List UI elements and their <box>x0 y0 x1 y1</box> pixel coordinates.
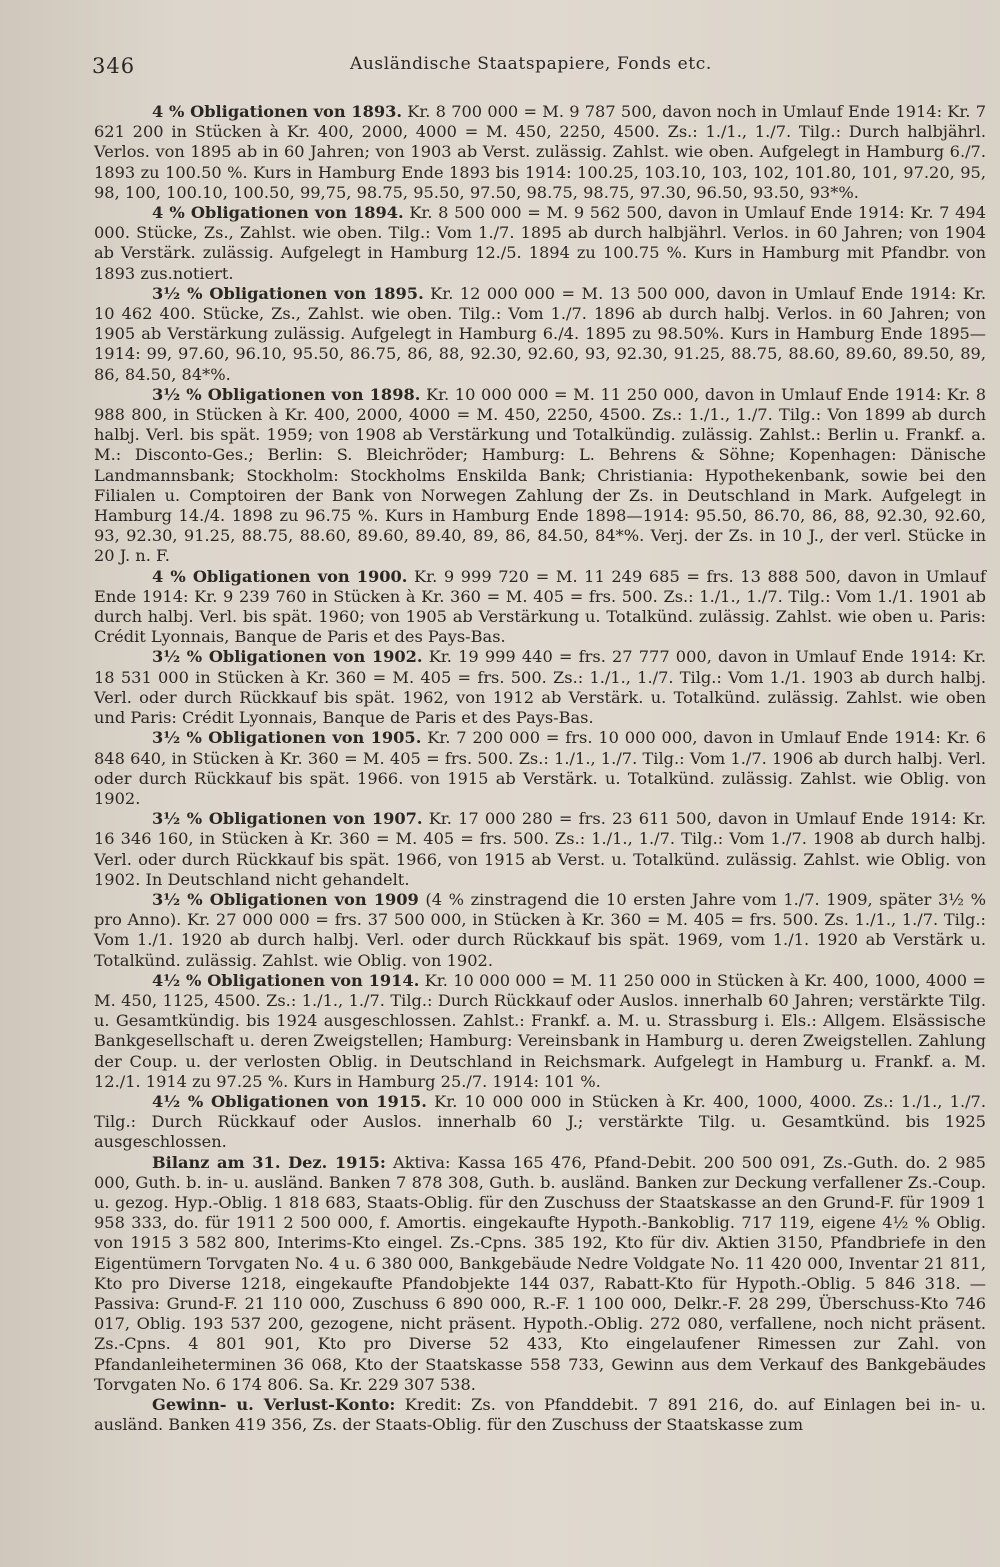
body-text <box>94 102 986 1435</box>
paragraph-obligationen-1914 <box>94 971 986 1092</box>
paragraph-obligationen-1893 <box>94 102 986 203</box>
paragraph-heading: 3½ % Obligationen von 1902. <box>152 647 423 667</box>
paragraph-heading: 4 % Obligationen von 1893. <box>152 102 402 121</box>
paragraph-text: Kr. 19 999 440 = frs. 27 777 000, davon in Umlauf Ende 1914: Kr. 18 531 000 in Stücken à Kr. 360 = M. 405 = frs. 500. Zs.: 1./1., 1./7. Tilg.: Vom 1./1. 1903 ab durch halbj. Verl. oder durch Rückkauf bis spät. 1962, von 1912 ab Verstärk. u. Totalkünd. zulässig. Zahlst. wie oben und Paris: Crédit Lyonnais, Banque de Paris et des Pays-Bas. <box>94 647 986 728</box>
paragraph-text: Kr. 17 000 280 = frs. 23 611 500, davon in Umlauf Ende 1914: Kr. 16 346 160, in Stücken à Kr. 360 = M. 405 = frs. 500. Zs.: 1./1., 1./7. Tilg.: Vom 1./7. 1908 ab durch halbj. Verl. oder durch Rückkauf bis spät. 1966, von 1915 ab Verst. u. Totalkünd. zulässig. Zahlst. wie Oblig. von 1902. In Deutschland nicht gehandelt. <box>94 809 986 889</box>
paragraph-obligationen-1905 <box>94 728 986 809</box>
paragraph-heading: 4 % Obligationen von 1900. <box>152 566 408 586</box>
paragraph-text: Kr. 10 000 000 = M. 11 250 000 in Stücken à Kr. 400, 1000, 4000 = M. 450, 1125, 4500. Zs.: 1./1., 1./7. Tilg.: Durch Rückkauf oder Auslos. innerhalb 60 Jahren; verstärkte Tilg. u. Gesamtkündig. bis 1924 ausgeschlossen. Zahlst.: Frankf. a. M. u. Strassburg i. Els.: Allgem. Elsässische Bankgesellschaft u. deren Zweigstellen; Hamburg: Vereinsbank in Hamburg u. deren Zweigstellen. Zahlung der Coup. u. der verlosten Oblig. in Deutschland in Reichsmark. Aufgelegt in Hamburg u. Frankf. a. M. 12./1. 1914 zu 97.25 %. Kurs in Hamburg 25./7. 1914: 101 %. <box>94 970 986 1091</box>
paragraph-text: (4 % zinstragend die 10 ersten Jahre vom 1./7. 1909, später 3½ % pro Anno). Kr. 27 000 000 = frs. 37 500 000, in Stücken à Kr. 360 = M. 405 = frs. 500. Zs. 1./1., 1./7. Tilg.: Vom 1./1. 1920 ab durch halbj. Verl. oder durch Rückkauf bis spät. 1969, vom 1./1. 1920 ab Verstärk u. Totalkünd. zulässig. Zahlst. wie Oblig. von 1902. <box>94 889 986 970</box>
paragraph-text: Kredit: Zs. von Pfanddebit. 7 891 216, do. auf Einlagen bei in- u. ausländ. Banken 419 356, Zs. der Staats-Oblig. für den Zuschuss der Staatskasse zum <box>94 1395 986 1435</box>
paragraph-text: Kr. 10 000 000 = M. 11 250 000, davon in Umlauf Ende 1914: Kr. 8 988 800, in Stücken à Kr. 400, 2000, 4000 = M. 450, 2250, 4500. Zs.: 1./1., 1./7. Tilg.: Von 1899 ab durch halbj. Verl. bis spät. 1959; von 1908 ab Verstärkung und Totalkündig. zulässig. Zahlst.: Berlin u. Frankf. a. M.: Disconto-Ges.; Berlin: S. Bleichröder; Hamburg: L. Behrens & Söhne; Kopenhagen: Dänische Landmannsbank; Stockholm: Stockholms Enskilda Bank; Christiania: Hypothekenbank, sowie bei den Filialen u. Comptoiren der Bank von Norwegen Zahlung der Zs. in Deutschland in Mark. Aufgelegt in Hamburg 14./4. 1898 zu 96.75 %. Kurs in Hamburg Ende 1898—1914: 95.50, 86.70, 86, 88, 92.30, 92.60, 93, 92.30, 91.25, 88.75, 88.60, 89.60, 89.40, 89, 86, 84.50, 84*%. Verj. der Zs. in 10 J., der verl. Stücke in 20 J. n. F. <box>94 384 986 566</box>
paragraph-obligationen-1907 <box>94 809 986 890</box>
paragraph-obligationen-1902 <box>94 647 986 728</box>
paragraph-text: Kr. 9 999 720 = M. 11 249 685 = frs. 13 888 500, davon in Umlauf Ende 1914: Kr. 9 239 760 in Stücken à Kr. 360 = M. 405 = frs. 500. Zs.: 1./1., 1./7. Tilg.: Vom 1./1. 1901 ab durch halbj. Verl. bis spät. 1960; von 1905 ab Verstärkung u. Totalkünd. zulässig. Zahlst. wie oben u. Paris: Crédit Lyonnais, Banque de Paris et des Pays-Bas. <box>94 566 986 647</box>
paragraph-heading: 3½ % Obligationen von 1907. <box>152 809 423 829</box>
page-header <box>92 54 952 84</box>
paragraph-text: Aktiva: Kassa 165 476, Pfand-Debit. 200 500 091, Zs.-Guth. do. 2 985 000, Guth. b. in- u. ausländ. Banken 7 878 308, Guth. b. ausländ. Banken zur Deckung verfallener Zs.-Coup. u. gezog. Hyp.-Oblig. 1 818 683, Staats-Oblig. für den Zuschuss der Staatskasse an den Grund-F. für 1909 1 958 333, do. für 1911 2 500 000, f. Amortis. eingekaufte Hypoth.-Bankoblig. 717 119, eigene 4½ % Oblig. von 1915 3 582 800, Interims-Kto eingel. Zs.-Cpns. 385 192, Kto für div. Aktien 3150, Pfandbriefe in den Eigentümern Torvgaten No. 4 u. 6 380 000, Bankgebäude Nedre Voldgate No. 11 420 000, Inventar 21 811, Kto pro Diverse 1218, eingekaufte Pfandobjekte 144 037, Rabatt-Kto für Hypoth.-Oblig. 5 846 318. — Passiva: Grund-F. 21 110 000, Zuschuss 6 890 000, R.-F. 1 100 000, Delkr.-F. 28 299, Überschuss-Kto 746 017, Oblig. 193 537 200, gezogene, nicht präsent. Hypoth.-Oblig. 272 080, verfallene, noch nicht präsent. Zs.-Cpns. 4 801 901, Kto pro Diverse 52 433, Kto eingelaufener Rimessen zur Zahl. von Pfandanleiheterminen 36 068, Kto der Staatskasse 558 733, Gewinn aus dem Verkauf des Bankgebäudes Torvgaten No. 6 174 806. Sa. Kr. 229 307 538. <box>94 1152 986 1394</box>
paragraph-heading: 3½ % Obligationen von 1895. <box>152 283 424 303</box>
paragraph-text: Kr. 12 000 000 = M. 13 500 000, davon in Umlauf Ende 1914: Kr. 10 462 400. Stücke, Zs., Zahlst. wie oben. Tilg.: Vom 1./7. 1896 ab durch halbj. Verlos. in 60 Jahren; von 1905 ab Verstärkung zulässig. Aufgelegt in Hamburg 6./4. 1895 zu 98.50%. Kurs in Hamburg Ende 1895—1914: 99, 97.60, 96.10, 95.50, 86.75, 86, 88, 92.30, 92.60, 93, 92.30, 91.25, 88.75, 88.60, 89.60, 89.50, 89, 86, 84.50, 84*%. <box>94 283 986 384</box>
running-title: Ausländische Staatspapiere, Fonds etc. <box>350 54 712 74</box>
paragraph-heading: 4 % Obligationen von 1894. <box>152 203 404 223</box>
paragraph-text: Kr. 8 500 000 = M. 9 562 500, davon in Umlauf Ende 1914: Kr. 7 494 000. Stücke, Zs., Zahlst. wie oben. Tilg.: Vom 1./7. 1895 ab durch halbjährl. Verlos. in 60 Jahren; von 1904 ab Verstärk. zulässig. Aufgelegt in Hamburg 12./5. 1894 zu 100.75 %. Kurs in Hamburg mit Pfandbr. von 1893 zus.notiert. <box>94 203 986 283</box>
paragraph-obligationen-1909 <box>94 890 986 971</box>
paragraph-heading: Gewinn- u. Verlust-Konto: <box>152 1395 396 1414</box>
paragraph-bilanz-1915 <box>94 1153 986 1395</box>
paragraph-heading: Bilanz am 31. Dez. 1915: <box>152 1152 386 1172</box>
paragraph-text: Kr. 7 200 000 = frs. 10 000 000, davon in Umlauf Ende 1914: Kr. 6 848 640, in Stücken à Kr. 360 = M. 405 = frs. 500. Zs.: 1./1., 1./7. Tilg.: Vom 1./7. 1906 ab durch halbj. Verl. oder durch Rückkauf bis spät. 1966. von 1915 ab Verstärk. u. Totalkünd. zulässig. Zahlst. wie Oblig. von 1902. <box>94 728 986 808</box>
page-number: 346 <box>92 54 136 78</box>
paragraph-heading: 3½ % Obligationen von 1909 <box>152 889 419 909</box>
paragraph-heading: 3½ % Obligationen von 1905. <box>152 728 422 748</box>
paragraph-heading: 3½ % Obligationen von 1898. <box>152 384 421 404</box>
paragraph-text: Kr. 8 700 000 = M. 9 787 500, davon noch in Umlauf Ende 1914: Kr. 7 621 200 in Stücken à Kr. 400, 2000, 4000 = M. 450, 2250, 4500. Zs.: 1./1., 1./7. Tilg.: Durch halbjährl. Verlos. von 1895 ab in 60 Jahren; von 1903 ab Verst. zulässig. Zahlst. wie oben. Aufgelegt in Hamburg 6./7. 1893 zu 100.50 %. Kurs in Hamburg Ende 1893 bis 1914: 100.25, 103.10, 103, 102, 101.80, 101, 97.20, 95, 98, 100, 100.10, 100.50, 99,75, 98.75, 95.50, 97.50, 98.75, 98.75, 97.30, 96.50, 93.50, 93*%. <box>94 102 986 202</box>
paragraph-heading: 4½ % Obligationen von 1914. <box>152 970 420 990</box>
paragraph-heading: 4½ % Obligationen von 1915. <box>152 1091 427 1111</box>
paragraph-obligationen-1894 <box>94 203 986 284</box>
paragraph-obligationen-1895 <box>94 284 986 385</box>
paragraph-text: Kr. 10 000 000 in Stücken à Kr. 400, 1000, 4000. Zs.: 1./1., 1./7. Tilg.: Durch Rückkauf oder Auslos. innerhalb 60 J.; verstärkte Tilg. u. Gesamtkünd. bis 1925 ausgeschlossen. <box>94 1091 986 1152</box>
paragraph-obligationen-1915 <box>94 1092 986 1153</box>
paragraph-gewinn-verlust-konto <box>94 1395 986 1435</box>
paragraph-obligationen-1900 <box>94 567 986 648</box>
paragraph-obligationen-1898 <box>94 385 986 567</box>
